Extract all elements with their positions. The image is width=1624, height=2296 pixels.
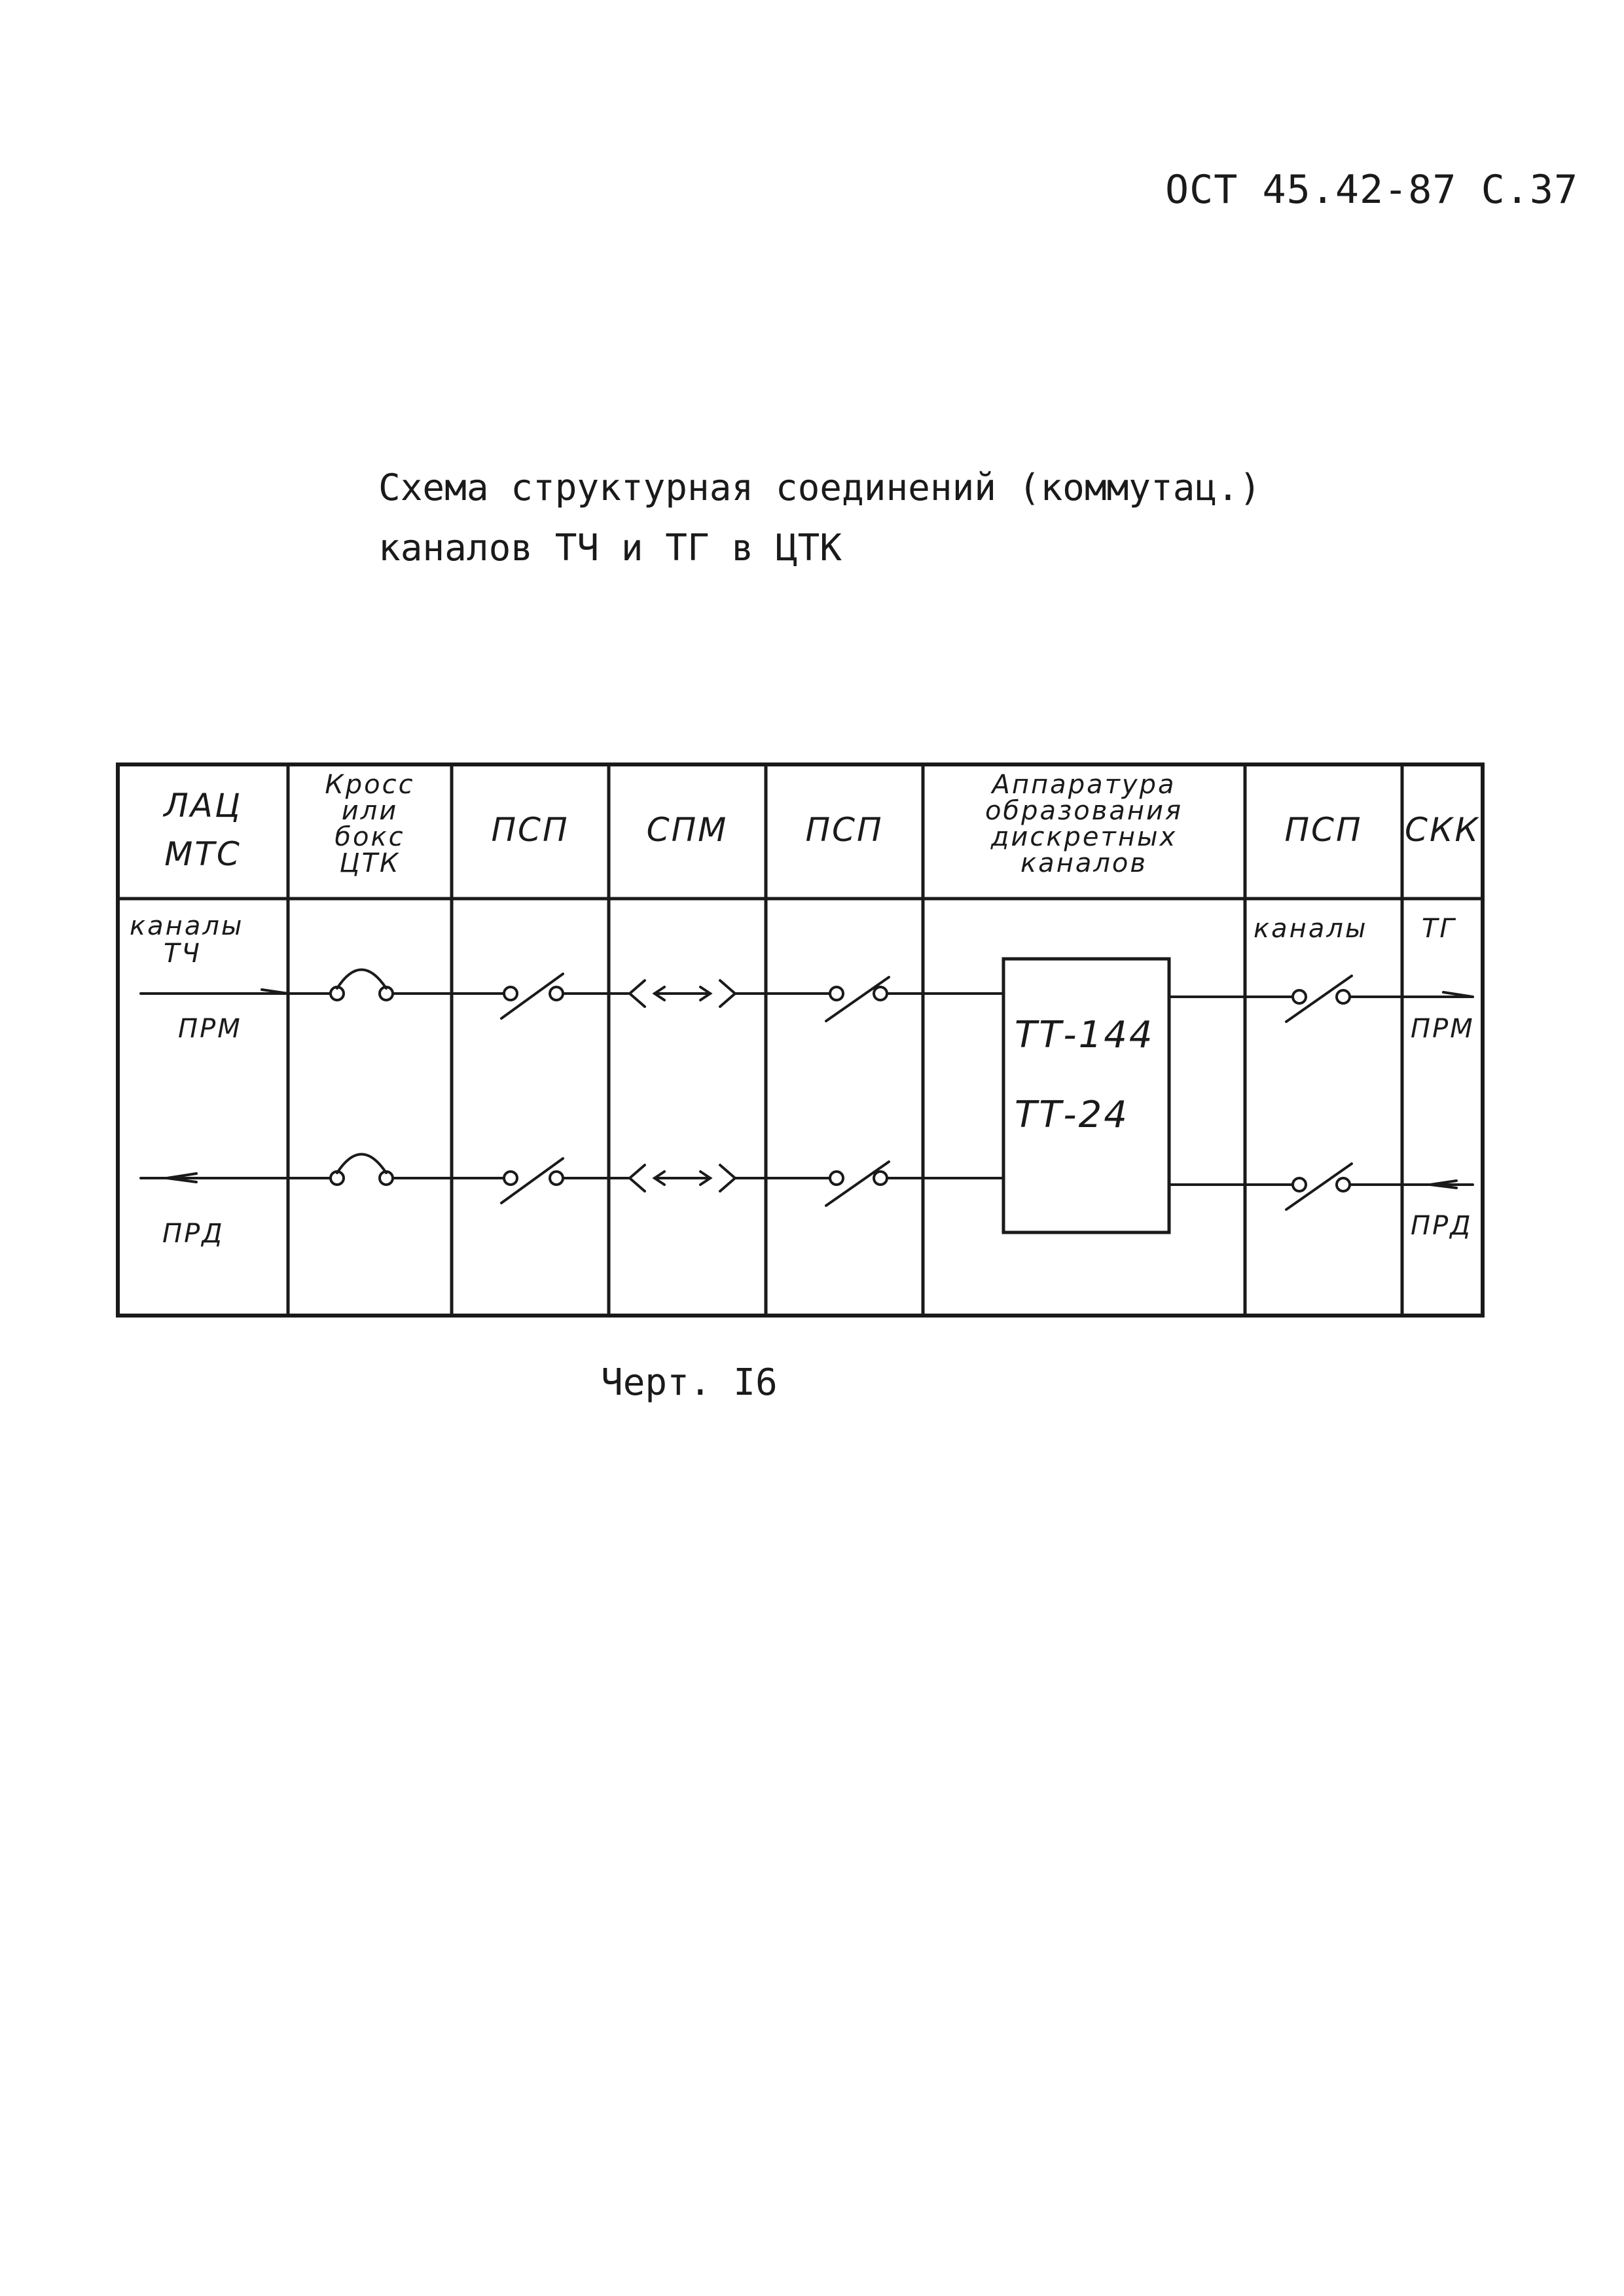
switch-contact-icon xyxy=(504,1172,517,1185)
switch-contact-icon xyxy=(1337,1178,1350,1191)
document-code: ОСТ 45.42-87 С.37 xyxy=(1165,167,1579,213)
column-header-line: образования xyxy=(984,796,1183,826)
switch-contact-icon xyxy=(830,987,843,1000)
title-line-1: Схема структурная соединений (коммутац.) xyxy=(378,467,1261,509)
connector-bracket-icon xyxy=(630,980,645,1007)
switch-contact-icon xyxy=(1337,990,1350,1003)
switch-contact-icon xyxy=(1293,990,1306,1003)
switch-contact-icon xyxy=(550,1172,563,1185)
title-line-2: каналов ТЧ и ТГ в ЦТК xyxy=(378,527,842,569)
connector-bracket-icon xyxy=(720,1165,735,1191)
receive-right-label: ПРМ xyxy=(1411,1014,1475,1044)
column-header-line: ПСП xyxy=(491,811,569,849)
channels-right-label: каналы xyxy=(1254,914,1368,944)
receive-left-label: ПРМ xyxy=(178,1014,242,1044)
drawing-caption: Черт. I6 xyxy=(601,1361,778,1404)
tg-right-label: ТГ xyxy=(1422,914,1456,944)
switch-contact-icon xyxy=(874,1172,887,1185)
column-header-line: ПСП xyxy=(1284,811,1363,849)
channels-tch-label-2: ТЧ xyxy=(164,939,202,969)
column-header-line: МТС xyxy=(164,835,242,873)
signal-lines xyxy=(141,970,1473,1210)
column-header-line: каналов xyxy=(1020,848,1147,878)
channels-tch-label-1: каналы xyxy=(130,911,244,941)
column-header-line: ПСП xyxy=(805,811,884,849)
column-header-line: Кросс xyxy=(325,770,415,800)
transmit-right-label: ПРД xyxy=(1411,1211,1473,1241)
column-header-line: ЦТК xyxy=(339,848,401,878)
connector-bracket-icon xyxy=(630,1165,645,1191)
switch-contact-icon xyxy=(830,1172,843,1185)
table-frame xyxy=(118,764,1483,1316)
column-header-line: СПМ xyxy=(646,811,729,849)
column-header-line: бокс xyxy=(334,822,405,852)
column-header-line: Аппаратура xyxy=(992,770,1176,800)
column-header-line: или xyxy=(341,796,399,826)
transmit-left-label: ПРД xyxy=(162,1219,225,1249)
column-header-line: ЛАЦ xyxy=(164,787,242,825)
switch-contact-icon xyxy=(504,987,517,1000)
switch-contact-icon xyxy=(1293,1178,1306,1191)
jumper-arc-icon xyxy=(337,1155,386,1174)
equipment-tt144-label: ТТ-144 xyxy=(1015,1014,1155,1056)
connector-bracket-icon xyxy=(720,980,735,1007)
switch-contact-icon xyxy=(550,987,563,1000)
column-header-line: СКК xyxy=(1405,811,1480,849)
column-headers xyxy=(162,770,1480,878)
jumper-arc-icon xyxy=(337,970,386,989)
column-header-line: дискретных xyxy=(990,822,1178,852)
equipment-tt24-label: ТТ-24 xyxy=(1015,1094,1129,1136)
switch-contact-icon xyxy=(874,987,887,1000)
